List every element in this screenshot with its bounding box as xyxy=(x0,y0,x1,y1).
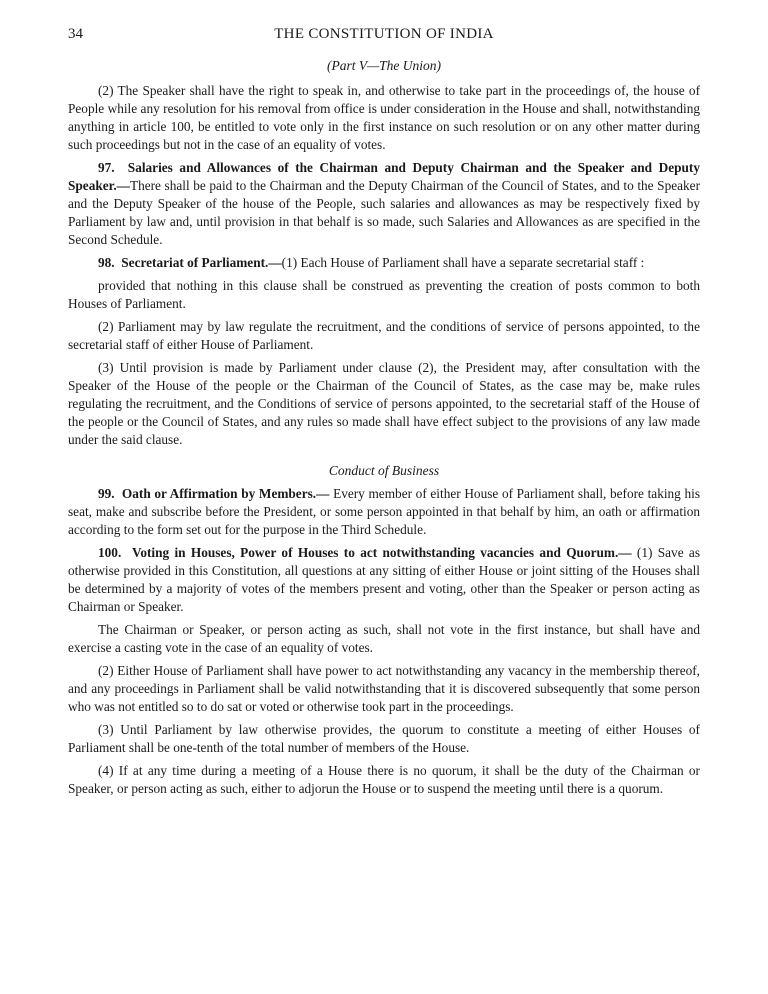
section-100-clause-3: (3) Until Parliament by law otherwise provides, the quorum to constitute a meeting of either Houses of Parliament shall be one-tenth of the total number of members of the House. xyxy=(68,722,700,755)
section-99-title: Oath or Affirmation by Members.— xyxy=(121,486,330,501)
section-98-proviso: provided that nothing in this clause shall be construed as preventing the creation of posts common to both Houses of Parliament. xyxy=(68,278,700,311)
section-97-body: There shall be paid to the Chairman and the Deputy Chairman of the Council of States, and to the Speaker and the Deputy Speaker of the house of the People, such salaries and allowances as may be respectively fixed by Parliament by law and, until provision in that behalf is so made, such Salaries and Allowances as are specified in the Second Schedule. xyxy=(68,178,700,247)
conduct-of-business-heading: Conduct of Business xyxy=(328,463,440,478)
document-page xyxy=(68,26,700,803)
section-98-clause-3: (3) Until provision is made by Parliament under clause (2), the President may, after consultation with the Speaker of the House of the people or the Chairman of the Council of States, as the case may be, make rules regulating the recruitment, and the Conditions of service of persons appointed, to the secretarial staff of the House of the people or the Council of States, and any rules so made shall have effect subject to the provisions of any law made under the said clause. xyxy=(68,360,700,447)
section-100-clause-2: (2) Either House of Parliament shall have power to act notwithstanding any vacancy in the membership thereof, and any proceedings in Parliament shall be valid notwithstanding that it is discovered subsequently that some person who was not entitled so to do sat or voted or otherwise took part in the proceedings. xyxy=(68,663,700,714)
page-title: THE CONSTITUTION OF INDIA xyxy=(274,26,494,42)
section-99-body: Every member of either House of Parliament shall, before taking his seat, make and subscribe before the President, or some person appointed in that behalf by him, an oath or affirmation according to the form set out for the purpose in the Third Schedule. xyxy=(68,486,700,537)
part-label: (Part V—The Union) xyxy=(327,58,441,73)
paragraph-96-2: (2) The Speaker shall have the right to speak in, and otherwise to take part in the proceedings of, the house of People while any resolution for his removal from office is under consideration in the House and shall, notwithstanding anything in article 100, be entitled to vote only in the first instance on such resolution or on any other matter during such proceedings but not in the case of an equality of votes. xyxy=(68,83,700,152)
section-100-body: (1) Save as otherwise provided in this Constitution, all questions at any sitting of either House or joint sitting of the Houses shall be determined by a majority of votes of the members present and voting, other than the Speaker or person acting as Chairman or Speaker. xyxy=(68,545,701,614)
section-100 xyxy=(68,544,700,616)
section-98-clause-2: (2) Parliament may by law regulate the recruitment, and the conditions of service of persons appointed, to the secretarial staff of either House of Parliament. xyxy=(68,319,700,352)
section-100-title: Voting in Houses, Power of Houses to act notwithstanding vacancies and Quorum.— xyxy=(131,545,632,560)
section-98-number: 98. xyxy=(98,255,115,270)
section-97 xyxy=(68,159,700,249)
section-100-clause-4: (4) If at any time during a meeting of a House there is no quorum, it shall be the duty of the Chairman or Speaker, or person acting as such, either to adjorun the House or to suspend the meeting until there is a quorum. xyxy=(68,763,700,796)
page-header xyxy=(68,26,700,46)
section-98-title: Secretariat of Parliament.— xyxy=(121,255,282,270)
section-100-number: 100. xyxy=(98,545,122,560)
section-99-number: 99. xyxy=(98,486,115,501)
section-97-title: Salaries and Allowances of the Chairman and Deputy Chairman and the Speaker and Deputy Speaker.— xyxy=(68,160,700,193)
section-100-casting-vote: The Chairman or Speaker, or person acting as such, shall not vote in the first instance, but shall have and exercise a casting vote in the case of an equality of votes. xyxy=(68,622,700,655)
section-98-body: (1) Each House of Parliament shall have a separate secretarial staff : xyxy=(281,255,645,270)
section-99 xyxy=(68,485,700,539)
section-97-number: 97. xyxy=(98,160,115,175)
page-number: 34 xyxy=(68,26,83,42)
section-98 xyxy=(68,254,700,272)
